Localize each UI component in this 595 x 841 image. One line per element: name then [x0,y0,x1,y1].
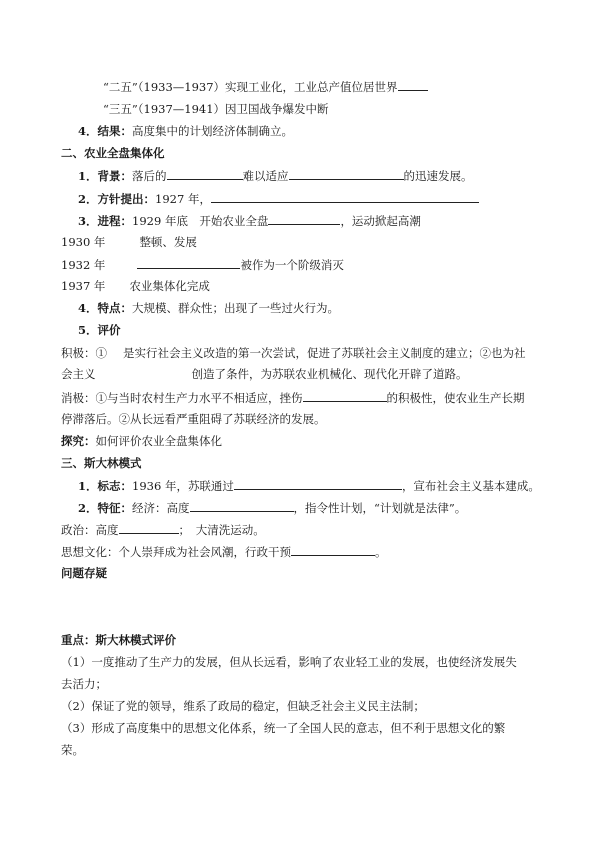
background-label: 1．背景： [78,169,133,183]
background-pre: 落后的 [132,169,167,183]
features-line [78,300,339,316]
timeline-year: 1932 年 [61,258,106,272]
background-line [78,167,473,184]
traits-post: ，指令性计划，“计划就是法律”。 [293,501,467,515]
politics-pre: 政治：高度 [61,523,119,537]
culture-line [61,543,387,560]
plan-3-line [103,101,329,117]
process-label: 3．进程： [78,214,133,228]
process-pre: 1929 年底 开始农业全盘 [132,214,269,228]
timeline-text: 被作为一个阶级消灭 [240,258,344,272]
explore-text: 如何评价农业全盘集体化 [95,434,222,448]
plan-2-text: “二五”（1933—1937）实现工业化，工业总产值位居世界 [103,80,398,94]
positive-text: 是实行社会主义改造的第一次尝试，促进了苏联社会主义制度的建立；②也为社 [123,346,526,360]
blank-background-2 [289,167,404,180]
questions-heading: 问题存疑 [61,566,107,580]
evaluate-heading: 5．评价 [78,323,121,337]
negative-post: 的积极性，使农业生产长期 [386,391,525,405]
culture-pre: 思想文化：个人崇拜成为社会风潮，行政干预 [61,545,291,559]
background-mid: 难以适应 [242,169,289,183]
blank-symbol [234,477,402,490]
negative-line-1 [61,389,525,406]
positive-line-1 [61,345,526,361]
positive-cont-pre: 会主义 [61,367,96,381]
negative-line-2: 停滞落后。②从长远看严重阻碍了苏联经济的发展。 [61,412,326,426]
policy-line [78,190,479,207]
blank-world-rank [398,78,428,91]
timeline-year: 1937 年 [61,279,106,293]
keypoint-2-line: （2）保证了党的领导，维系了政局的稳定，但缺乏社会主义民主法制； [61,699,425,713]
keypoint-3-line-1: （3）形成了高度集中的思想文化体系，统一了全国人民的意志，但不利于思想文化的繁 [61,721,506,735]
positive-line-2 [61,366,468,382]
result-label: 4．结果： [78,124,133,138]
politics-post: ； 大清洗运动。 [178,523,265,537]
background-post: 的迅速发展。 [403,169,473,183]
timeline-row-1937 [61,278,210,294]
blank-policy [211,190,479,203]
explore-line [61,433,222,449]
timeline-row-1932 [61,256,344,273]
process-line [78,212,421,229]
features-label: 4．特点： [78,301,133,315]
policy-label: 2．方针提出： [78,192,156,206]
negative-label: 消极： [61,391,96,405]
timeline-text: 整顿、发展 [139,235,197,249]
result-text: 高度集中的计划经济体制确立。 [132,124,294,138]
blank-background-1 [167,167,243,180]
blank-traits [190,499,294,512]
symbol-post: ，宣布社会主义基本建成。 [401,479,540,493]
symbol-label: 1．标志： [78,479,133,493]
positive-label: 积极：① [61,346,107,360]
keypoint-1-line-1: （1）一度推动了生产力的发展，但从长远看，影响了农业轻工业的发展，也使经济发展失 [61,655,517,669]
politics-line [61,521,265,538]
result-line [78,123,293,139]
traits-pre: 经济：高度 [132,501,190,515]
blank-culture [291,543,375,556]
policy-text: 1927 年， [155,192,211,206]
blank-1932 [137,256,240,269]
traits-line [78,499,466,516]
section-3-title: 三、斯大林模式 [61,456,142,470]
section-2-title: 二、农业全盘集体化 [61,146,165,160]
explore-label: 探究： [61,434,96,448]
positive-cont-post: 创造了条件，为苏联农业机械化、现代化开辟了道路。 [191,367,468,381]
keypoint-heading: 重点：斯大林模式评价 [61,633,176,647]
keypoint-3-line-2: 荣。 [61,743,84,757]
features-text: 大规模、群众性；出现了一些过火行为。 [132,301,340,315]
blank-negative [303,389,387,402]
culture-post: 。 [375,545,387,559]
negative-pre: ①与当时农村生产力水平不相适应，挫伤 [95,391,303,405]
blank-politics [119,521,179,534]
keypoint-1-line-2: 去活力； [61,677,107,691]
blank-process [268,212,340,225]
traits-label: 2．特征： [78,501,133,515]
timeline-row-1930 [61,234,197,250]
process-post: ，运动掀起高潮 [340,214,421,228]
symbol-pre: 1936 年，苏联通过 [132,479,234,493]
timeline-text: 农业集体化完成 [129,279,210,293]
plan-3-text: “三五”（1937—1941）因卫国战争爆发中断 [103,102,329,116]
timeline-year: 1930 年 [61,235,106,249]
symbol-line [78,477,540,494]
plan-2-line [103,78,428,95]
